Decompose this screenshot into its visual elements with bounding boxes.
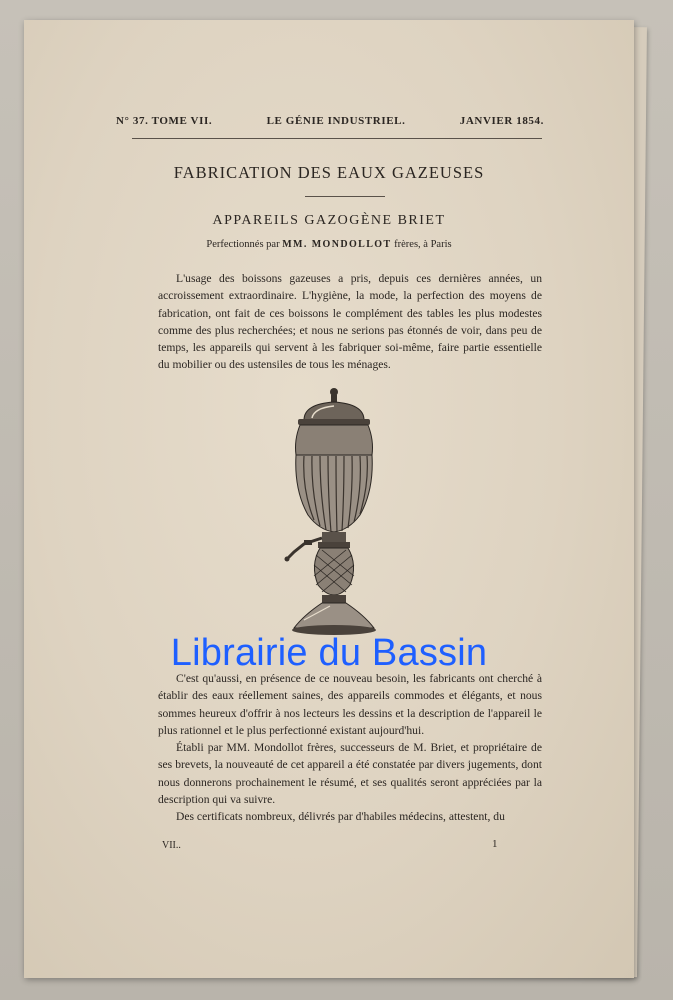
header-issue: N° 37. TOME VII.: [116, 115, 213, 127]
paragraph: L'usage des boissons gazeuses a pris, depuis ces dernières années, un accroissement extraordinaire. L'hygiène, la mode, la perfection des moyens de fabrication, ont fait de ces boissons le complément des tables les plus modestes comme des plus recherchées; et nous ne serions pas étonnés de voir, dans peu de temps, les appareils qui servent à les fabriquer soi-même, faire partie essentielle du mobilier ou des ustensiles de tous les ménages.: [158, 272, 542, 372]
header-rule: [132, 138, 542, 139]
intro-text: [158, 270, 542, 374]
running-header: [116, 115, 544, 127]
paragraph: C'est qu'aussi, en présence de ce nouveau besoin, les fabricants ont cherché à établir des eaux réellement saines, des appareils commodes et élégants, et nous sommes heureux d'offrir à nos lecteurs les dessins et la description de l'appareil le plus rationnel et le plus perfectionné existant aujourd'hui.: [158, 672, 542, 737]
paragraph: Établi par MM. Mondollot frères, successeurs de M. Briet, et propriétaire de ses brevets, la nouveauté de cet appareil a été constatée par divers jugements, dont nous donnerons prochainement le résumé, et ses qualités seront appréciées par la description qui va suivre.: [158, 741, 542, 807]
footer-signature: VII..: [162, 840, 181, 851]
byline-names: MM. MONDOLLOT: [282, 239, 392, 250]
title-rule: [305, 196, 385, 197]
footer-sheet-number: 1: [492, 838, 498, 850]
header-date: JANVIER 1854.: [459, 115, 544, 127]
document-page: [24, 20, 634, 978]
byline-prefix: Perfectionnés par: [206, 239, 280, 250]
page-title: FABRICATION DES EAUX GAZEUSES: [173, 163, 485, 182]
byline: [24, 239, 634, 250]
paragraph: Des certificats nombreux, délivrés par d'habiles médecins, attestent, du: [176, 810, 505, 824]
watermark: Librairie du Bassin: [170, 632, 488, 674]
byline-suffix: frères, à Paris: [394, 239, 452, 250]
body-text: [158, 670, 542, 826]
header-journal: LE GÉNIE INDUSTRIEL.: [266, 115, 406, 127]
section-subtitle: APPAREILS GAZOGÈNE BRIET: [212, 213, 446, 228]
gazogene-siphon-illustration: [274, 380, 394, 650]
